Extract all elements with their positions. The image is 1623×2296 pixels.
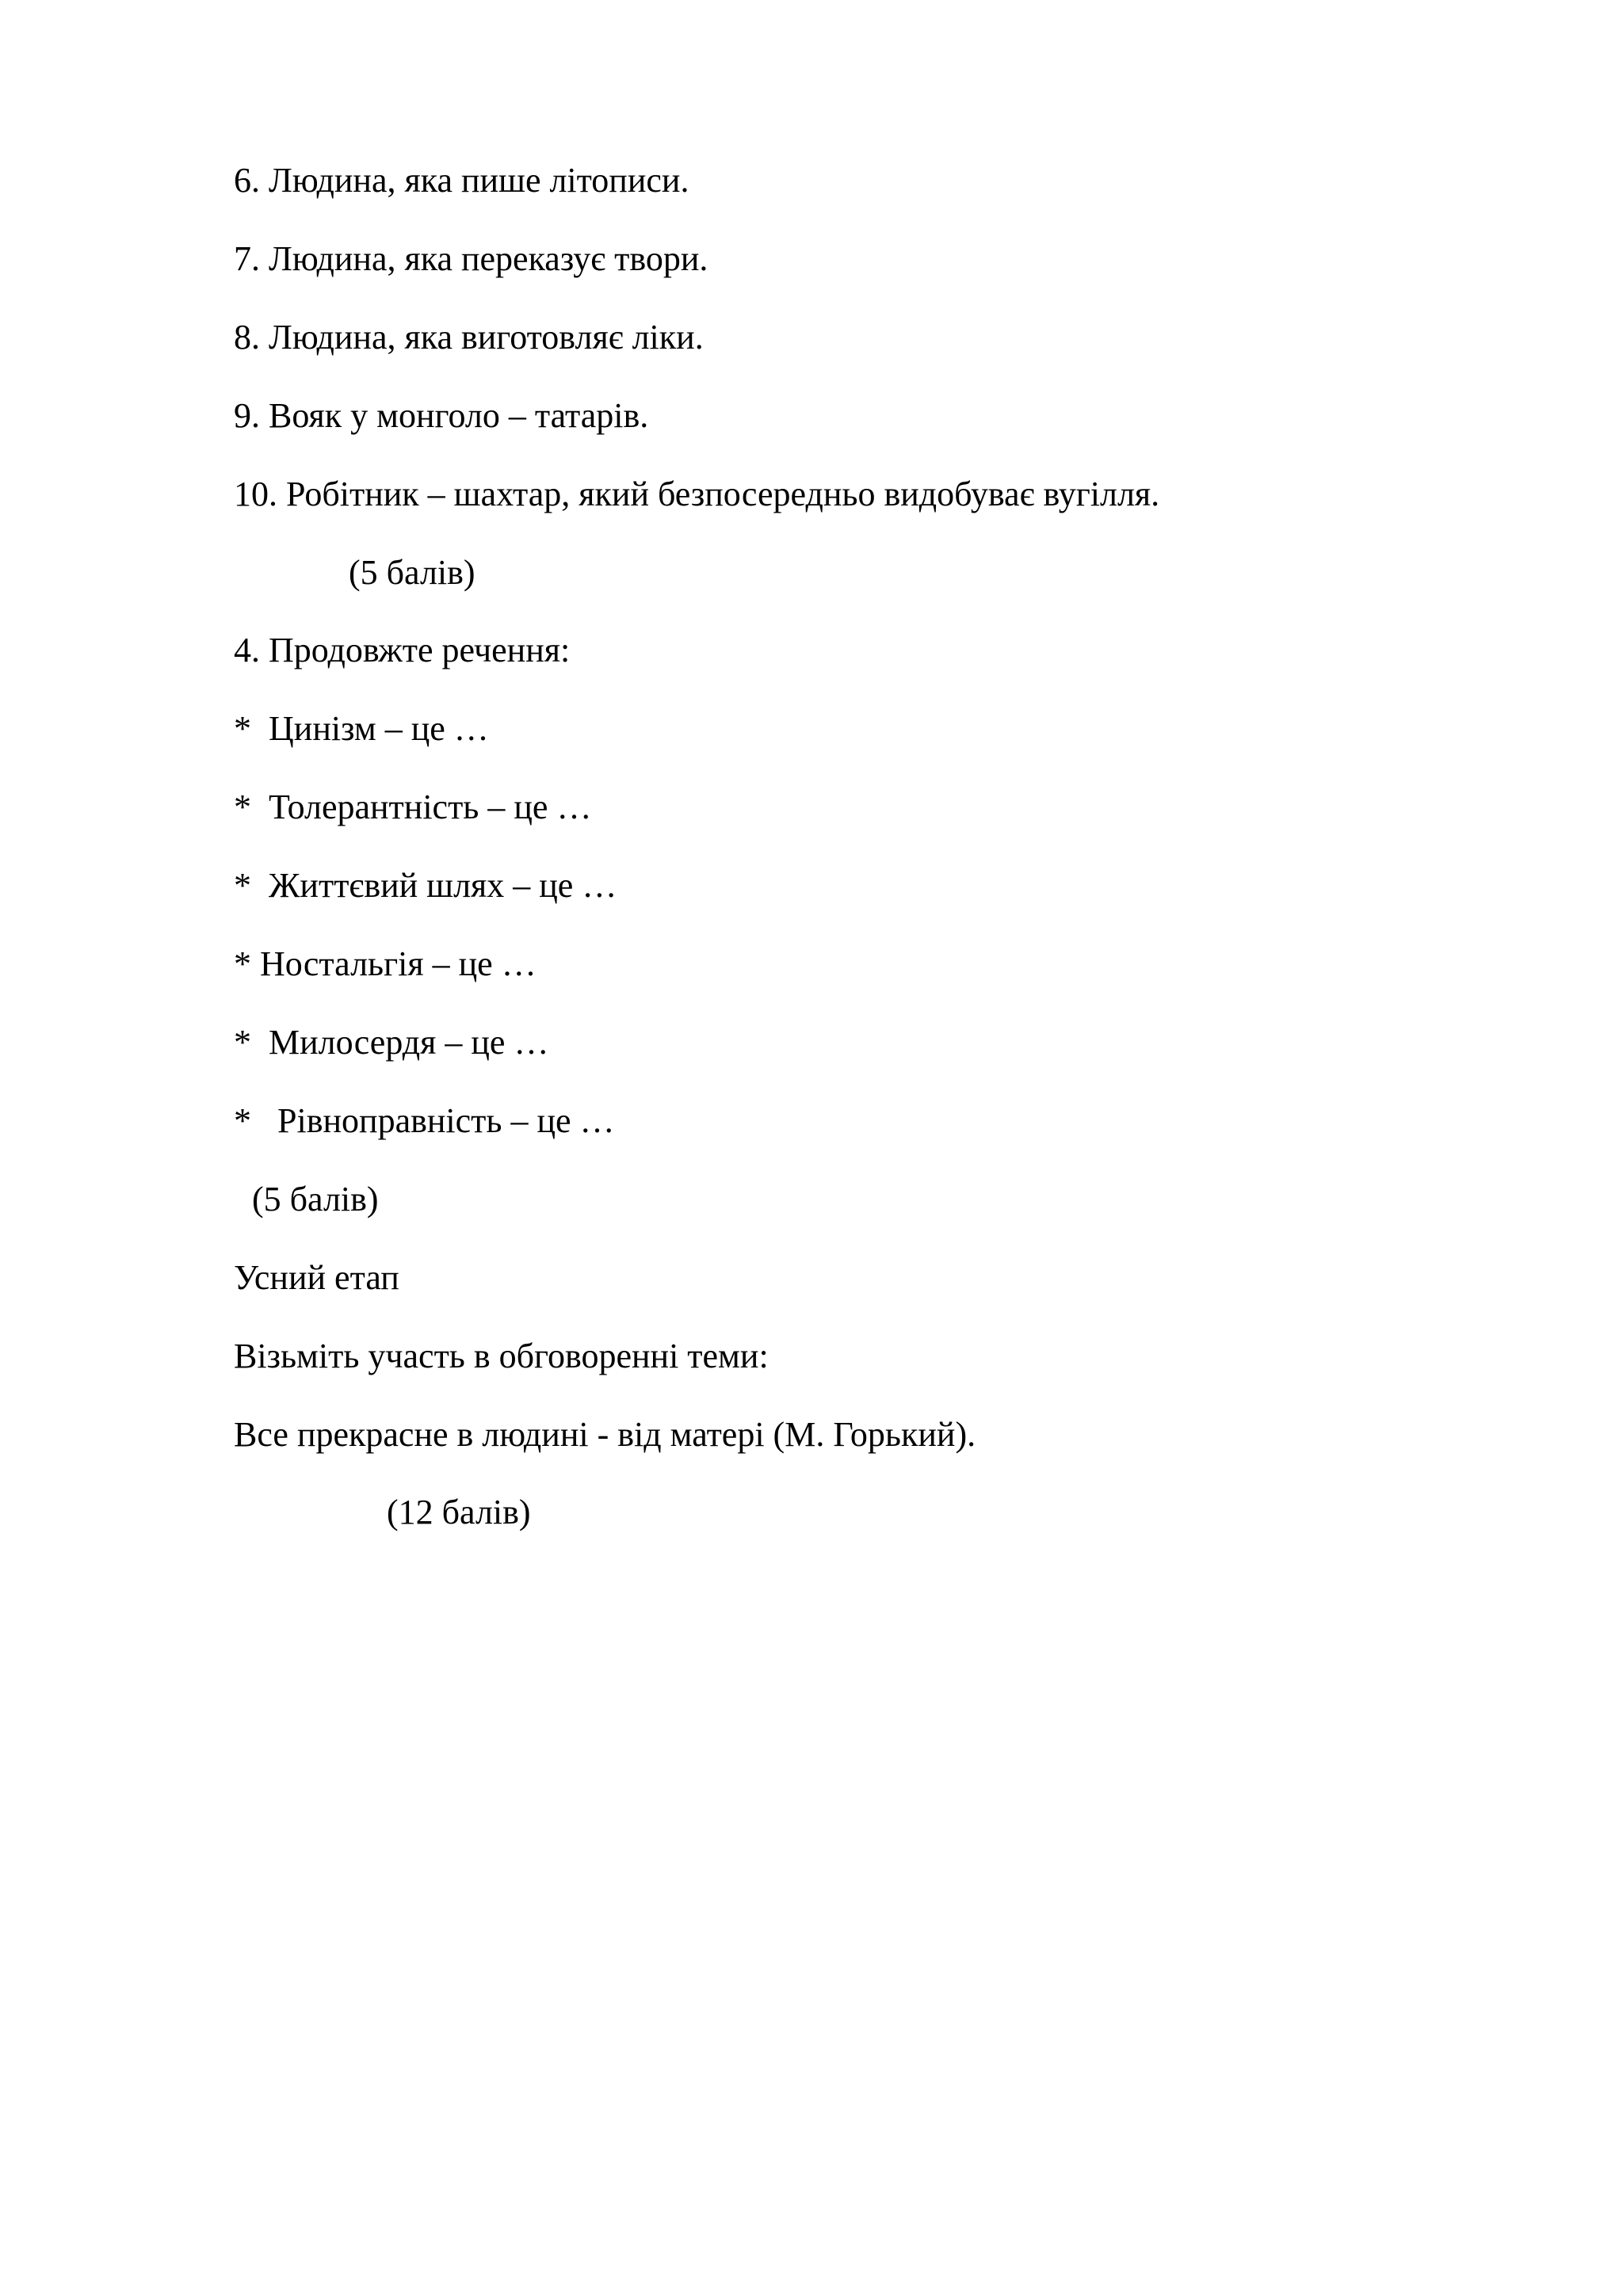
task-item-9: 9. Вояк у монголо – татарів. bbox=[234, 396, 649, 435]
task-item-6: 6. Людина, яка пише літописи. bbox=[234, 161, 689, 200]
task-item-7: 7. Людина, яка переказує твори. bbox=[234, 239, 708, 278]
task-instruction: Візьміть участь в обговоренні теми: bbox=[234, 1337, 769, 1375]
score-note: (12 балів) bbox=[387, 1493, 531, 1531]
score-note: (5 балів) bbox=[349, 553, 475, 592]
bullet-item: * Цинізм – це … bbox=[234, 709, 489, 748]
bullet-item: * Ностальгія – це … bbox=[234, 944, 537, 983]
bullet-item: * Милосердя – це … bbox=[234, 1023, 549, 1062]
score-note: (5 балів) bbox=[252, 1180, 379, 1219]
task-item-10: 10. Робітник – шахтар, який безпосередньо видобуває вугілля. bbox=[234, 475, 1160, 513]
bullet-item: * Рівноправність – це … bbox=[234, 1101, 615, 1140]
discussion-topic: Все прекрасне в людині - від матері (М. Горький). bbox=[234, 1415, 976, 1454]
bullet-item: * Толерантність – це … bbox=[234, 788, 592, 826]
task-item-8: 8. Людина, яка виготовляє ліки. bbox=[234, 318, 704, 357]
bullet-item: * Життєвий шлях – це … bbox=[234, 866, 617, 905]
section-heading: Усний етап bbox=[234, 1258, 399, 1297]
task-heading: 4. Продовжте речення: bbox=[234, 631, 571, 669]
